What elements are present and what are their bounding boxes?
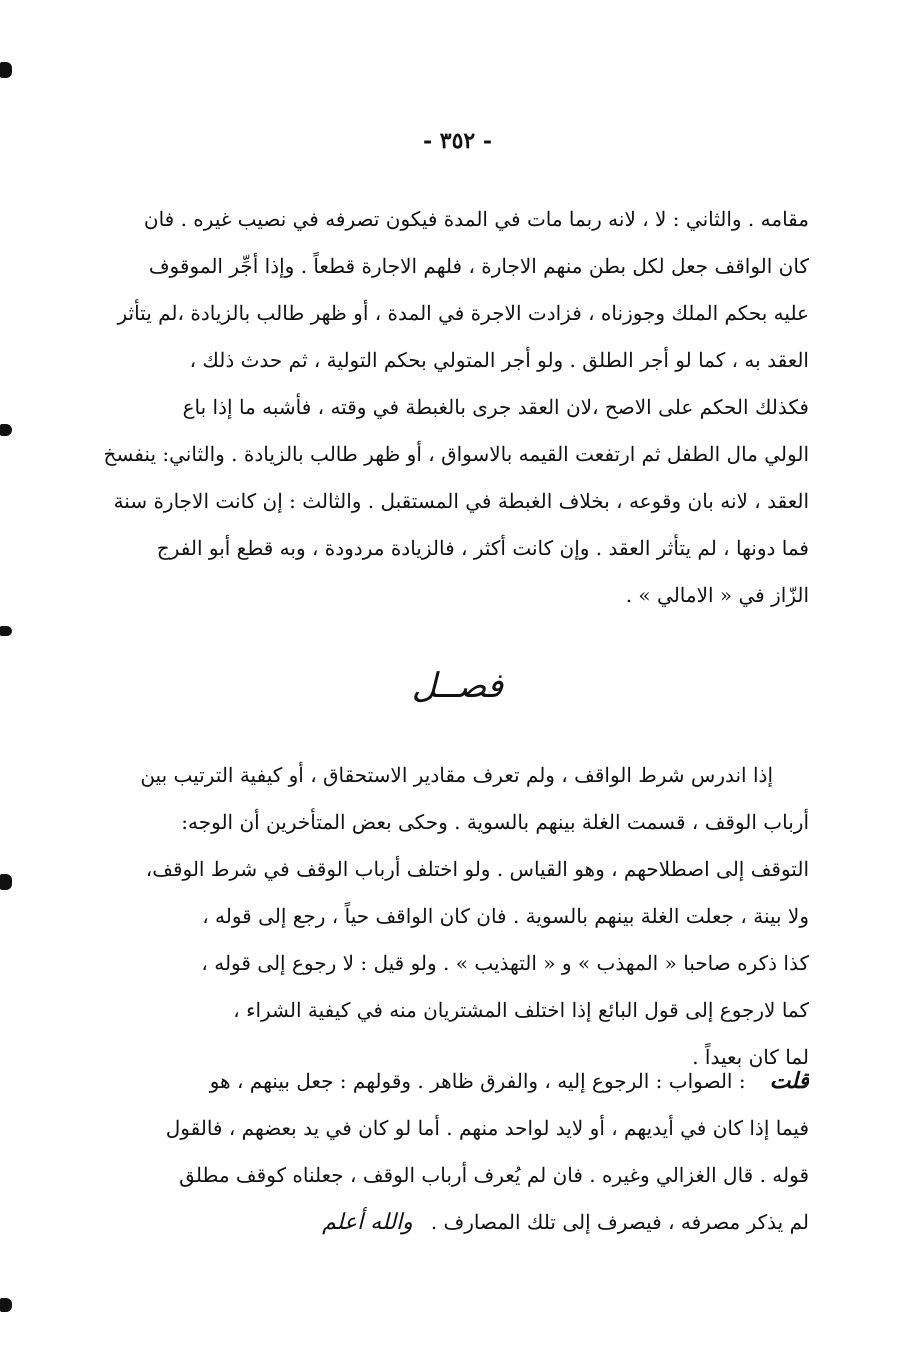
paragraph-2 [80, 752, 809, 1081]
text-line: الزّاز في « الامالي » . [625, 583, 809, 607]
text-line: إذا اندرس شرط الواقف ، ولم تعرف مقادير الاستحقاق ، أو كيفية الترتيب بين [140, 763, 773, 787]
text-line: فكذلك الحكم على الاصح ،لان العقد جرى بالغبطة في وقته ، فأشبه ما إذا باع [182, 395, 809, 419]
text-line: فما دونها ، لم يتأثر العقد . وإن كانت أكثر ، فالزيادة مردودة ، وبه قطع أبو الفرج [156, 536, 809, 560]
text-line: كما لارجوع إلى قول البائع إذا اختلف المشتريان منه في كيفية الشراء ، [233, 998, 809, 1022]
closing-phrase: والله أعلم [322, 1210, 413, 1235]
binding-mark [0, 424, 12, 436]
paragraph-1 [80, 196, 809, 619]
text-line-content: لم يذكر مصرفه ، فيصرف إلى تلك المصارف . [430, 1210, 809, 1234]
text-line: كذا ذكره صاحبا « المهذب » و « التهذيب » . ولو قيل : لا رجوع إلى قوله ، [201, 951, 809, 975]
text-line: فيما إذا كان في أيديهم ، أو لايد لواحد منهم . أما لو كان في يد بعضهم ، فالقول [165, 1116, 809, 1140]
section-heading: فصــل [411, 666, 504, 706]
text-line-content: : الصواب : الرجوع إليه ، والفرق ظاهر . وقولهم : جعل بينهم ، هو [209, 1069, 746, 1093]
text-line: عليه بحكم الملك وجوزناه ، فزادت الاجرة في المدة ، أو ظهر طالب بالزيادة ،لم يتأثر [117, 301, 809, 325]
binding-mark [0, 1298, 12, 1312]
text-line: لما كان بعيداً . [692, 1045, 809, 1069]
lead-word: قلت [769, 1068, 809, 1094]
text-line: أرباب الوقف ، قسمت الغلة بينهم بالسوية . وحكى بعض المتأخرين أن الوجه: [181, 810, 809, 834]
binding-mark [0, 626, 12, 636]
text-line: العقد ، لانه بان وقوعه ، بخلاف الغبطة في المستقبل . والثالث : إن كانت الاجارة سنة [113, 489, 809, 513]
text-line: ولا بينة ، جعلت الغلة بينهم بالسوية . فان كان الواقف حياً ، رجع إلى قوله ، [202, 904, 809, 928]
paragraph-3 [80, 1058, 809, 1246]
text-line: مقامه . والثاني : لا ، لانه ربما مات في المدة فيكون تصرفه في نصيب غيره . فان [143, 207, 809, 231]
text-line [80, 1199, 809, 1246]
text-line: العقد به ، كما لو أجر الطلق . ولو أجر المتولي بحكم التولية ، ثم حدث ذلك ، [189, 348, 809, 372]
text-line: كان الواقف جعل لكل بطن منهم الاجارة ، فلهم الاجارة قطعاً . وإذا أجِّر الموقوف [148, 254, 809, 278]
binding-mark [0, 62, 12, 78]
text-line: قوله . قال الغزالي وغيره . فان لم يُعرف أرباب الوقف ، جعلناه كوقف مطلق [179, 1163, 809, 1187]
binding-mark [0, 874, 12, 890]
text-line [80, 1058, 809, 1105]
page-number: - ٣٥٢ - [422, 128, 493, 154]
text-line: الولي مال الطفل ثم ارتفعت القيمه بالاسواق ، أو ظهر طالب بالزيادة . والثاني: ينفسخ [103, 442, 809, 466]
text-line: التوقف إلى اصطلاحهم ، وهو القياس . ولو اختلف أرباب الوقف في شرط الوقف، [145, 857, 809, 881]
